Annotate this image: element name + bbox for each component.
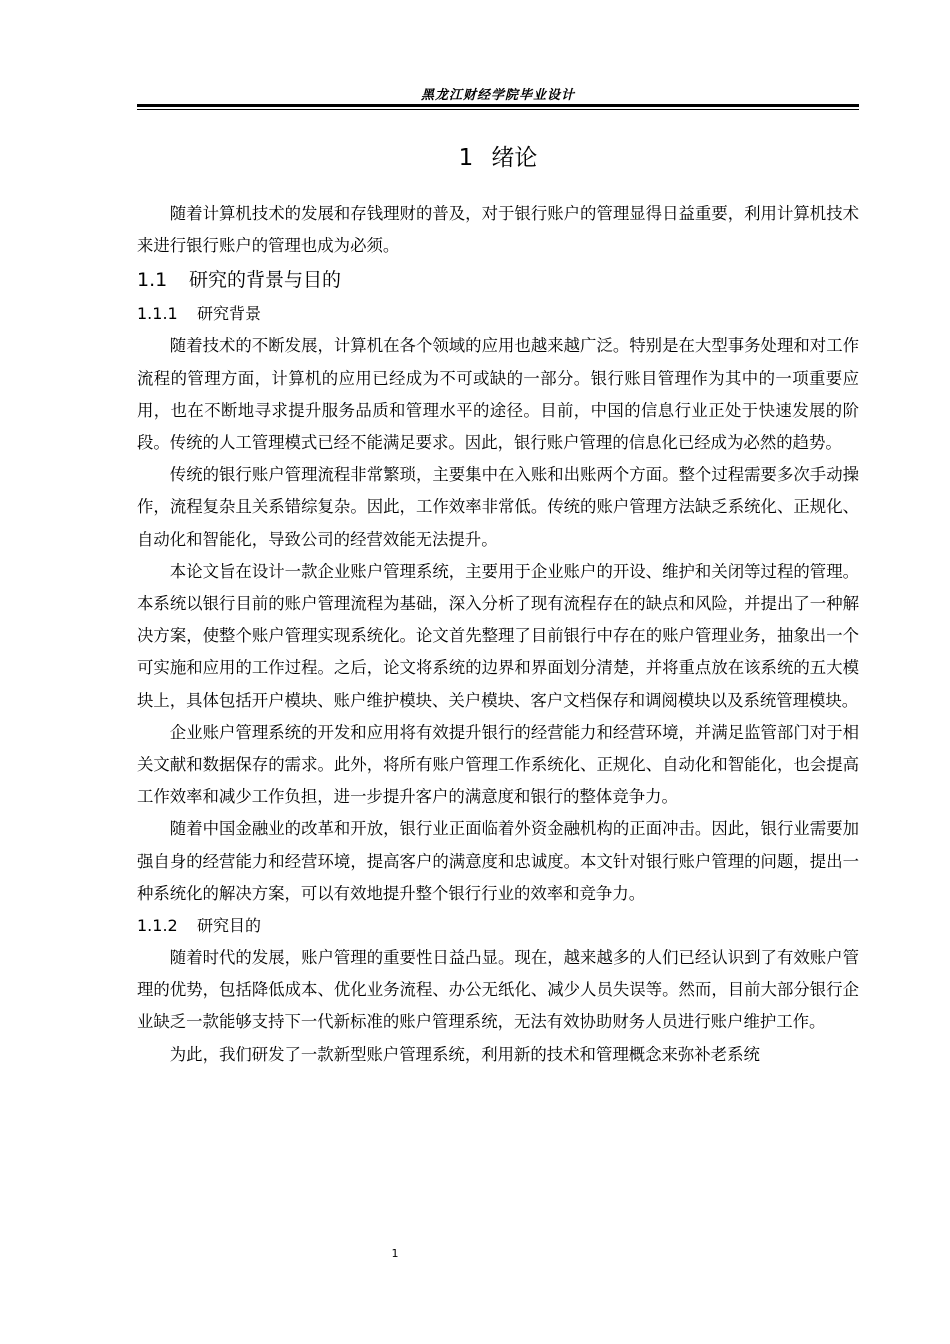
chapter-title [137, 138, 859, 178]
page-number: 1 [391, 1247, 399, 1260]
page-content [137, 138, 859, 1071]
body-paragraph: 本论文旨在设计一款企业账户管理系统，主要用于企业账户的开设、维护和关闭等过程的管理。本系统以银行目前的账户管理流程为基础，深入分析了现有流程存在的缺点和风险，并提出了一种解决方案，使整个账户管理实现系统化。论文首先整理了目前银行中存在的账户管理业务，抽象出一个可实施和应用的工作过程。之后，论文将系统的边界和界面划分清楚，并将重点放在该系统的五大模块上，具体包括开户模块、账户维护模块、关户模块、客户文档保存和调阅模块以及系统管理模块。 [137, 561, 859, 710]
subsection-title: 研究背景 [197, 304, 262, 324]
subsection-number: 1.1.2 [137, 916, 178, 936]
header-rule [137, 104, 859, 107]
header-rule-thin [137, 109, 859, 110]
body-paragraph: 随着中国金融业的改革和开放，银行业正面临着外资金融机构的正面冲击。因此，银行业需要加强自身的经营能力和经营环境，提高客户的满意度和忠诚度。本文针对银行账户管理的问题，提出一种系统化的解决方案，可以有效地提升整个银行行业的效率和竞争力。 [137, 819, 859, 903]
subsection-title: 研究目的 [197, 916, 262, 936]
body-paragraph: 随着技术的不断发展，计算机在各个领域的应用也越来越广泛。特别是在大型事务处理和对工作流程的管理方面，计算机的应用已经成为不可或缺的一部分。银行账目管理作为其中的一项重要应用，也在不断地寻求提升服务品质和管理水平的途径。目前，中国的信息行业正处于快速发展的阶段。传统的人工管理模式已经不能满足要求。因此，银行账户管理的信息化已经成为必然的趋势。 [137, 336, 859, 453]
body-paragraph: 为此，我们研发了一款新型账户管理系统，利用新的技术和管理概念来弥补老系统 [169, 1044, 760, 1064]
section-number: 1.1 [137, 269, 168, 292]
body-paragraph: 随着时代的发展，账户管理的重要性日益凸显。现在，越来越多的人们已经认识到了有效账户管理的优势，包括降低成本、优化业务流程、办公无纸化、减少人员失误等。然而，目前大部分银行企业缺乏一款能够支持下一代新标准的账户管理系统，无法有效协助财务人员进行账户维护工作。 [137, 948, 859, 1032]
section-heading [137, 262, 859, 298]
body-paragraph: 传统的银行账户管理流程非常繁琐，主要集中在入账和出账两个方面。整个过程需要多次手动操作，流程复杂且关系错综复杂。因此，工作效率非常低。传统的账户管理方法缺乏系统化、正规化、自动化和智能化，导致公司的经营效能无法提升。 [137, 465, 859, 549]
intro-paragraph: 随着计算机技术的发展和存钱理财的普及，对于银行账户的管理显得日益重要，利用计算机技术来进行银行账户的管理也成为必须。 [137, 204, 859, 256]
running-header: 黑龙江财经学院毕业设计 [420, 88, 575, 103]
body-paragraph: 企业账户管理系统的开发和应用将有效提升银行的经营能力和经营环境，并满足监管部门对于相关文献和数据保存的需求。此外，将所有账户管理工作系统化、正规化、自动化和智能化，也会提高工作效率和减少工作负担，进一步提升客户的满意度和银行的整体竞争力。 [137, 722, 859, 807]
subsection-heading [137, 298, 859, 330]
chapter-number: 1 [458, 145, 474, 171]
chapter-title-text: 绪论 [491, 145, 538, 171]
subsection-number: 1.1.1 [137, 304, 178, 324]
subsection-heading [137, 910, 859, 942]
section-title: 研究的背景与目的 [189, 269, 342, 292]
